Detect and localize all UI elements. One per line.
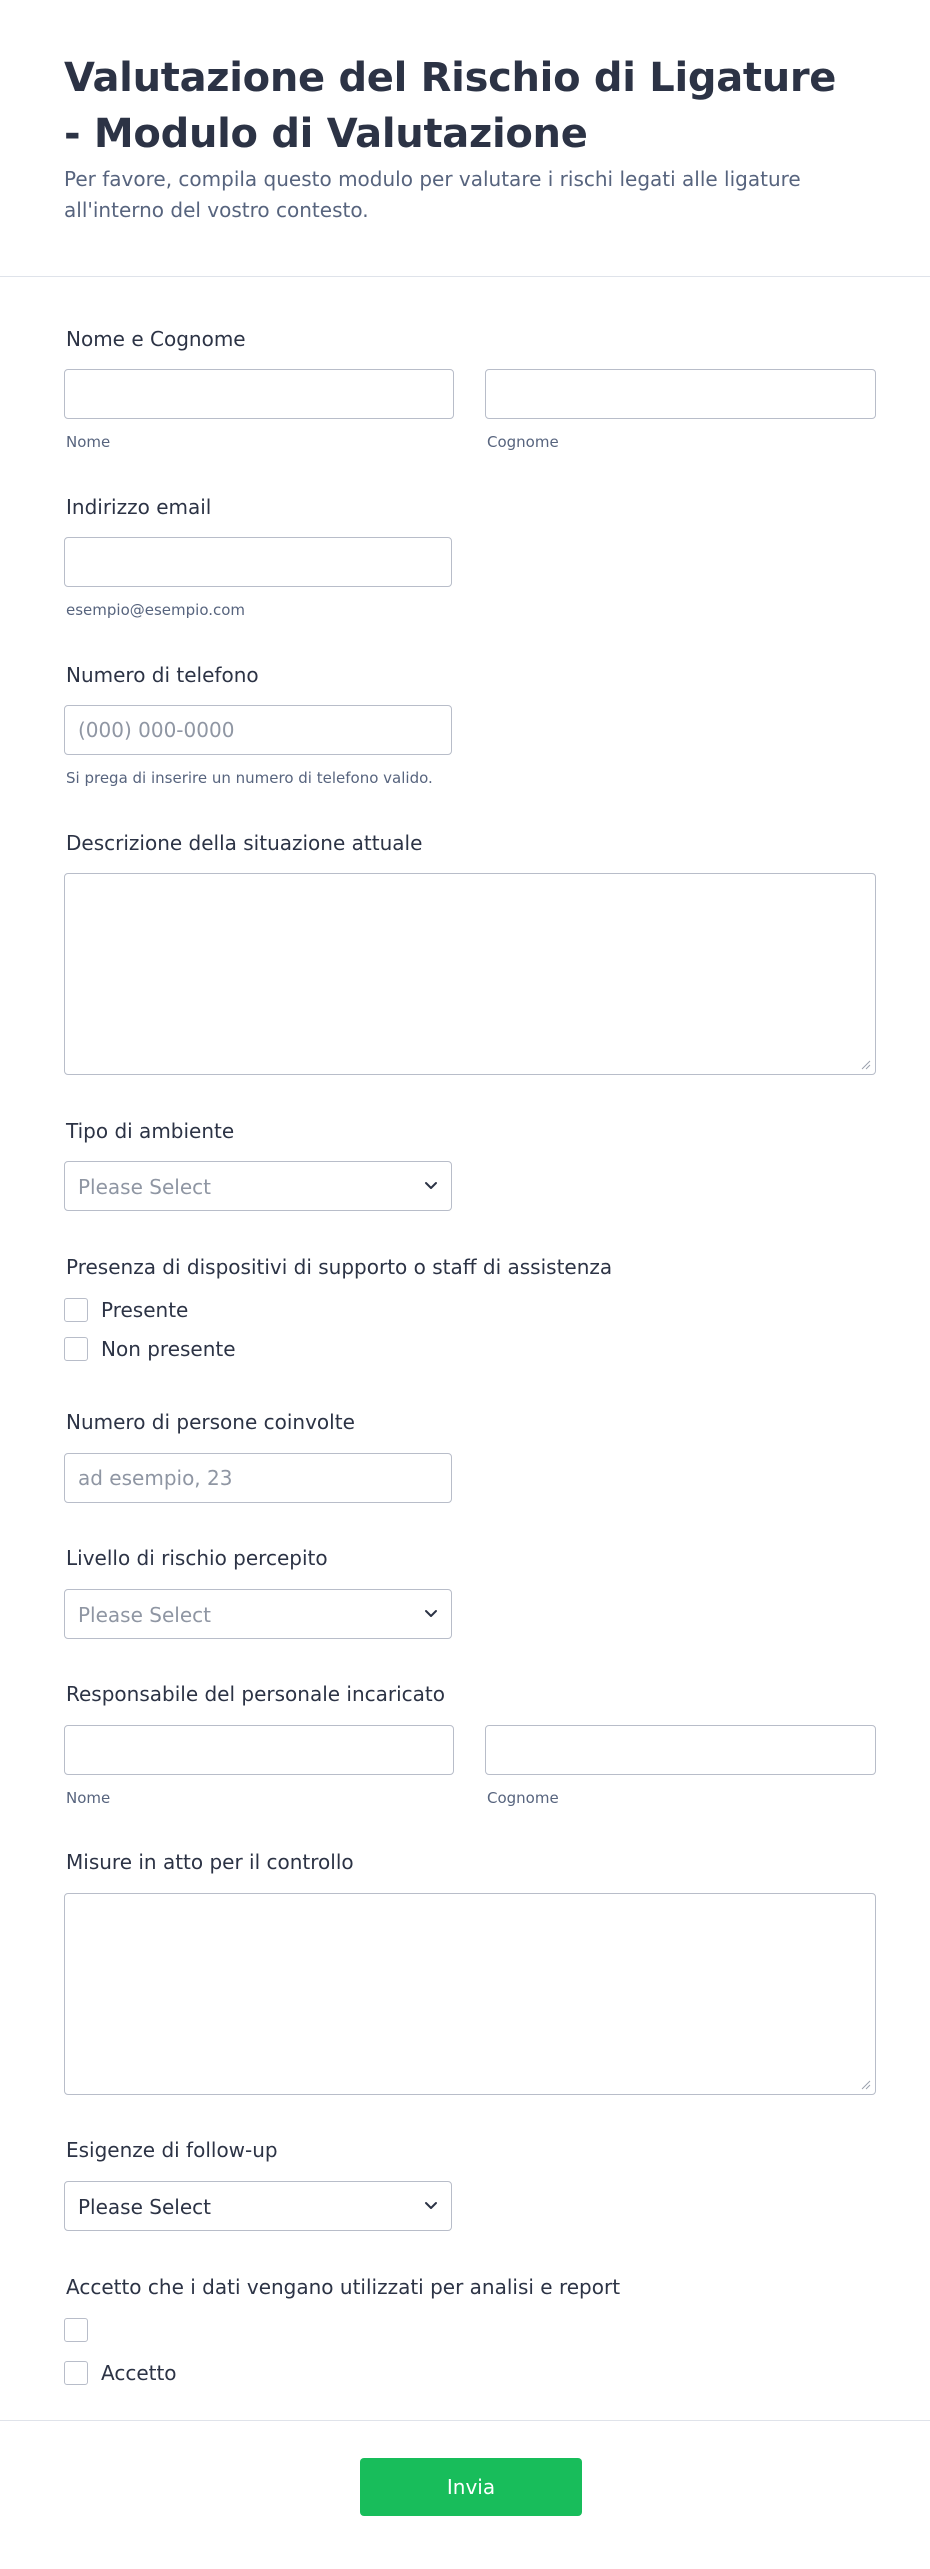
staff-last-name-input[interactable] — [485, 1725, 876, 1775]
situation-label: Descrizione della situazione attuale — [66, 831, 423, 855]
chevron-down-icon — [424, 1179, 438, 1193]
footer-divider — [0, 2420, 930, 2421]
environment-select[interactable] — [64, 1161, 452, 1211]
support-label: Presenza di dispositivi di supporto o staff di assistenza — [66, 1255, 613, 1279]
consent-label: Accetto che i dati vengano utilizzati per analisi e report — [66, 2275, 621, 2299]
followup-select-value: Please Select — [78, 2195, 211, 2219]
first-name-sublabel: Nome — [66, 433, 111, 451]
resize-grip-icon[interactable] — [861, 2080, 871, 2090]
first-name-input[interactable] — [64, 369, 454, 419]
risk-level-select-value: Please Select — [78, 1603, 211, 1627]
checkbox-accetto[interactable] — [64, 2361, 88, 2385]
staff-first-name-input[interactable] — [64, 1725, 454, 1775]
checkbox-non-presente-label: Non presente — [101, 1337, 236, 1361]
email-label: Indirizzo email — [66, 495, 212, 519]
checkbox-presente[interactable] — [64, 1298, 88, 1322]
full-name-label: Nome e Cognome — [66, 327, 246, 351]
environment-select-value: Please Select — [78, 1175, 211, 1199]
resize-grip-icon[interactable] — [861, 1060, 871, 1070]
chevron-down-icon — [424, 1607, 438, 1621]
measures-label: Misure in atto per il controllo — [66, 1850, 354, 1874]
staff-label: Responsabile del personale incaricato — [66, 1682, 446, 1706]
followup-select[interactable] — [64, 2181, 452, 2231]
situation-textarea[interactable] — [64, 873, 876, 1075]
staff-first-name-sublabel: Nome — [66, 1789, 111, 1807]
people-label: Numero di persone coinvolte — [66, 1410, 355, 1434]
checkbox-non-presente[interactable] — [64, 1337, 88, 1361]
page-title: Valutazione del Rischio di Ligature - Modulo di Valutazione — [64, 55, 837, 157]
checkbox-accetto-label: Accetto — [101, 2361, 177, 2385]
last-name-input[interactable] — [485, 369, 876, 419]
risk-level-label: Livello di rischio percepito — [66, 1546, 328, 1570]
page-subtitle: Per favore, compila questo modulo per valutare i rischi legati alle ligature all'interno del vostro contesto. — [64, 167, 801, 222]
chevron-down-icon — [424, 2199, 438, 2213]
people-input[interactable] — [64, 1453, 452, 1503]
measures-textarea[interactable] — [64, 1893, 876, 2095]
email-input[interactable] — [64, 537, 452, 587]
checkbox-consent-empty[interactable] — [64, 2318, 88, 2342]
header-divider — [0, 276, 930, 277]
phone-input[interactable] — [64, 705, 452, 755]
staff-last-name-sublabel: Cognome — [487, 1789, 559, 1807]
last-name-sublabel: Cognome — [487, 433, 559, 451]
phone-label: Numero di telefono — [66, 663, 259, 687]
environment-label: Tipo di ambiente — [66, 1119, 235, 1143]
email-sublabel: esempio@esempio.com — [66, 601, 246, 619]
checkbox-presente-label: Presente — [101, 1298, 189, 1322]
form-header — [64, 50, 864, 226]
followup-label: Esigenze di follow-up — [66, 2138, 278, 2162]
submit-button[interactable]: Invia — [360, 2458, 582, 2516]
risk-level-select[interactable] — [64, 1589, 452, 1639]
phone-sublabel: Si prega di inserire un numero di telefono valido. — [66, 769, 433, 787]
